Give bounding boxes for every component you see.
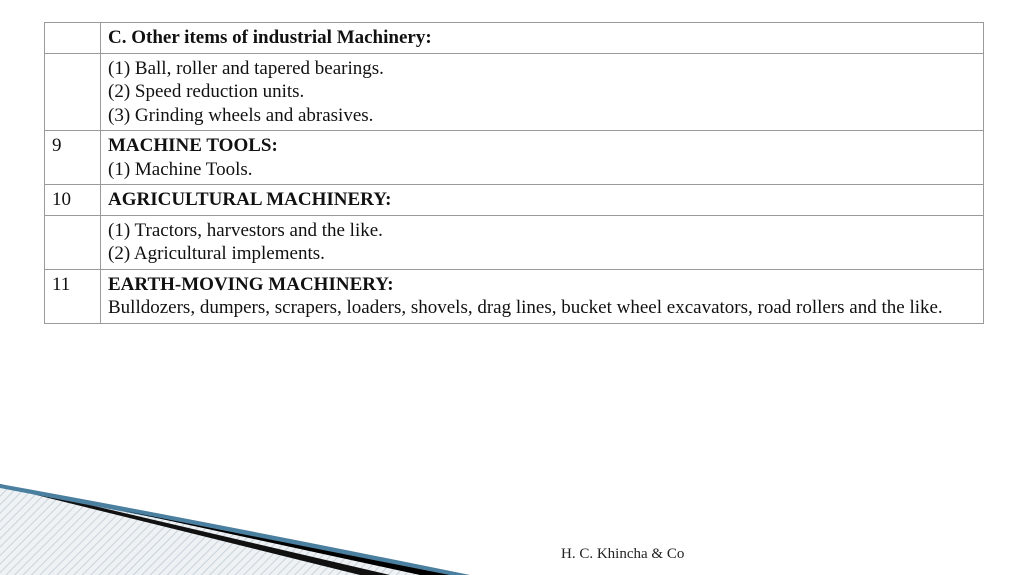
item-line: (1) Ball, roller and tapered bearings. <box>108 57 384 79</box>
footer-swoosh-decoration <box>0 470 1024 575</box>
row-number: 9 <box>45 131 101 185</box>
table-row <box>45 131 984 185</box>
row-number: 11 <box>45 269 101 323</box>
table-row <box>45 269 984 323</box>
item-line: (2) Speed reduction units. <box>108 81 305 102</box>
row-content <box>101 215 984 269</box>
row-content <box>101 269 984 323</box>
row-heading: EARTH-MOVING MACHINERY: <box>108 273 394 295</box>
row-content <box>101 131 984 185</box>
table-row <box>45 53 984 131</box>
table-row <box>45 185 984 216</box>
row-content <box>101 53 984 131</box>
item-line: (1) Tractors, harvestors and the like. <box>108 219 383 241</box>
table-row <box>45 215 984 269</box>
item-line: Bulldozers, dumpers, scrapers, loaders, shovels, drag lines, bucket wheel excavators, road rollers and the like. <box>108 297 943 318</box>
row-content <box>101 23 984 54</box>
row-number: 10 <box>45 185 101 216</box>
row-heading: AGRICULTURAL MACHINERY: <box>108 189 392 210</box>
row-number <box>45 53 101 131</box>
row-content <box>101 185 984 216</box>
row-heading: C. Other items of industrial Machinery: <box>108 27 432 48</box>
row-number <box>45 23 101 54</box>
row-number <box>45 215 101 269</box>
table-row <box>45 23 984 54</box>
item-line: (2) Agricultural implements. <box>108 243 325 264</box>
row-heading: MACHINE TOOLS: <box>108 135 278 156</box>
machinery-table <box>44 22 984 324</box>
footer-company-name: H. C. Khincha & Co <box>561 546 685 562</box>
item-line: (3) Grinding wheels and abrasives. <box>108 104 374 126</box>
item-line: (1) Machine Tools. <box>108 158 253 180</box>
